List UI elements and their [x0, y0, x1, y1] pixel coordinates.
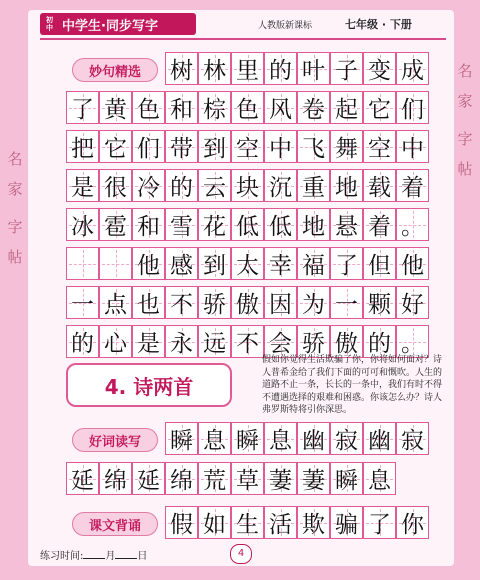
side-char: 字 — [7, 218, 23, 236]
grid-cell — [330, 422, 363, 455]
grid-char: 寂 — [335, 428, 358, 454]
grid-cell — [363, 169, 396, 202]
grid-cell — [396, 506, 429, 539]
grid-char: 色 — [137, 97, 160, 123]
grid-cell — [297, 286, 330, 319]
sentence-section-label: 妙句精选 — [72, 58, 158, 82]
grid-cell — [66, 286, 99, 319]
grid-cell — [231, 506, 264, 539]
grid-char: 把 — [71, 136, 94, 162]
grid-cell — [66, 208, 99, 241]
grid-char: 们 — [137, 136, 160, 162]
grid-char: 到 — [203, 136, 226, 162]
grid-cell — [264, 130, 297, 163]
grid-cell — [198, 462, 231, 495]
grid-char: 萋 — [269, 468, 292, 494]
grid-cell — [132, 462, 165, 495]
grid-cell — [297, 91, 330, 124]
grid-char: 是 — [71, 175, 94, 201]
grid-cell — [198, 91, 231, 124]
grid-cell — [165, 325, 198, 358]
grid-cell — [297, 169, 330, 202]
grid-char: 它 — [104, 136, 127, 162]
grid-char: 载 — [368, 175, 391, 201]
side-char: 家 — [457, 92, 473, 110]
grid-char: 子 — [335, 58, 358, 84]
grid-cell — [99, 208, 132, 241]
grid-char: 。 — [401, 214, 424, 240]
grid-cell — [165, 506, 198, 539]
grid-cell — [297, 462, 330, 495]
grid-cell — [264, 208, 297, 241]
grid-cell — [132, 169, 165, 202]
brand-banner — [40, 13, 196, 35]
grid-char: 地 — [302, 214, 325, 240]
grid-char: 瞬 — [236, 428, 259, 454]
grid-char: 他 — [401, 253, 424, 279]
grid-cell — [363, 130, 396, 163]
grid-cell — [231, 52, 264, 85]
grid-char: 云 — [203, 175, 226, 201]
grid-cell — [99, 91, 132, 124]
grid-char: 。 — [401, 331, 424, 357]
side-char: 名 — [7, 150, 23, 168]
grid-char: 骄 — [302, 331, 325, 357]
grid-cell — [198, 286, 231, 319]
grid-cell — [165, 422, 198, 455]
grid-char: 起 — [335, 97, 358, 123]
grid-char: 不 — [236, 331, 259, 357]
grid-char: 了 — [335, 253, 358, 279]
grid-char: 冰 — [71, 214, 94, 240]
publisher-text: 人教版新课标 — [258, 21, 313, 31]
grid-cell — [99, 130, 132, 163]
grid-cell — [231, 462, 264, 495]
grid-char: 心 — [104, 331, 127, 357]
grid-cell — [396, 52, 429, 85]
grid-char: 绵 — [104, 468, 127, 494]
grid-cell — [99, 462, 132, 495]
grid-char: 因 — [269, 292, 292, 318]
grid-cell — [396, 422, 429, 455]
grid-cell — [231, 91, 264, 124]
grid-char: 好 — [401, 292, 424, 318]
grid-char: 为 — [302, 292, 325, 318]
grid-cell — [330, 286, 363, 319]
grid-char: 花 — [203, 214, 226, 240]
grid-char: 重 — [302, 175, 325, 201]
grid-cell — [363, 286, 396, 319]
grid-cell — [99, 286, 132, 319]
grid-cell — [363, 506, 396, 539]
grid-cell — [165, 52, 198, 85]
grid-char: 空 — [236, 136, 259, 162]
grid-cell — [198, 130, 231, 163]
grid-char: 延 — [137, 468, 160, 494]
grid-cell — [231, 286, 264, 319]
grid-cell — [264, 52, 297, 85]
grid-cell — [264, 286, 297, 319]
practice-time-label: 练习时间: — [40, 551, 84, 562]
grid-cell — [198, 208, 231, 241]
grid-cell — [198, 506, 231, 539]
grid-cell — [396, 130, 429, 163]
day-label: 日 — [137, 551, 148, 562]
grid-char: 低 — [269, 214, 292, 240]
grid-char: 冷 — [137, 175, 160, 201]
grid-char: 寂 — [401, 428, 424, 454]
grade-text: 七年级 · 下册 — [345, 18, 412, 31]
recite-section-label: 课文背诵 — [72, 512, 158, 536]
grid-char: 到 — [203, 253, 226, 279]
grid-cell — [264, 422, 297, 455]
grid-cell — [66, 169, 99, 202]
grid-cell — [66, 462, 99, 495]
grid-cell — [330, 130, 363, 163]
grid-cell — [132, 130, 165, 163]
grid-char: 飞 — [302, 136, 325, 162]
grid-cell — [231, 169, 264, 202]
grid-cell — [165, 247, 198, 280]
header-divider — [40, 38, 446, 40]
grid-cell — [231, 208, 264, 241]
grid-char: 它 — [368, 97, 391, 123]
grid-char: 但 — [368, 253, 391, 279]
grid-cell — [363, 247, 396, 280]
grid-cell — [264, 169, 297, 202]
grid-char: 骗 — [335, 512, 358, 538]
practice-time — [40, 547, 147, 562]
grid-char: 风 — [269, 97, 292, 123]
grid-char: 沉 — [269, 175, 292, 201]
grid-cell — [66, 91, 99, 124]
grid-cell — [297, 208, 330, 241]
page-number: 4 — [230, 544, 252, 564]
grid-char: 地 — [335, 175, 358, 201]
grid-cell — [363, 91, 396, 124]
poem-intro-text: 假如你觉得生活欺骗了你，你将如何面对？诗人普希金给了我们下面的可可和慨吹。人生的道路不止一条，长长的一条中，我们有时不得不遭遇选择的艰难和困惑。你该怎么办？诗人弗罗斯特将引你深思。 — [262, 355, 443, 415]
grid-char: 着 — [368, 214, 391, 240]
grid-char: 会 — [269, 331, 292, 357]
grid-char: 舞 — [335, 136, 358, 162]
grid-cell — [99, 169, 132, 202]
grid-cell — [297, 130, 330, 163]
grid-cell — [198, 52, 231, 85]
grid-char: 变 — [368, 58, 391, 84]
grid-char: 成 — [401, 58, 424, 84]
grid-cell — [396, 208, 429, 241]
grid-char: 荒 — [203, 468, 226, 494]
grid-char: 黄 — [104, 97, 127, 123]
grid-char: 了 — [368, 512, 391, 538]
grid-cell — [231, 247, 264, 280]
grid-cell — [165, 130, 198, 163]
grid-char: 块 — [236, 175, 259, 201]
grid-cell — [330, 247, 363, 280]
grid-char: 一 — [335, 292, 358, 318]
grid-char: 一 — [71, 292, 94, 318]
grid-cell — [99, 325, 132, 358]
grid-char: 傲 — [236, 292, 259, 318]
grid-cell — [231, 130, 264, 163]
grid-char: 太 — [236, 253, 259, 279]
grid-char: 骄 — [203, 292, 226, 318]
grid-cell — [264, 91, 297, 124]
grid-char: 是 — [137, 331, 160, 357]
grid-char: 空 — [368, 136, 391, 162]
grid-char: 也 — [137, 292, 160, 318]
grid-char: 福 — [302, 253, 325, 279]
grid-cell — [198, 247, 231, 280]
grid-char: 的 — [170, 175, 193, 201]
grid-char: 雹 — [104, 214, 127, 240]
grid-char: 很 — [104, 175, 127, 201]
grid-char: 点 — [104, 292, 127, 318]
grid-char: 的 — [71, 331, 94, 357]
grid-cell — [198, 169, 231, 202]
grid-cell — [132, 208, 165, 241]
grid-char: 颗 — [368, 292, 391, 318]
grid-char: 的 — [368, 331, 391, 357]
words-section-label: 好词读写 — [72, 428, 158, 452]
grid-char: 息 — [368, 468, 391, 494]
grid-char: 和 — [137, 214, 160, 240]
grid-cell — [396, 286, 429, 319]
grid-cell — [330, 52, 363, 85]
grid-cell — [99, 247, 132, 280]
grid-char: 树 — [170, 58, 193, 84]
side-char: 家 — [7, 180, 23, 198]
grid-char: 假 — [170, 512, 193, 538]
grid-cell — [396, 169, 429, 202]
grid-cell — [297, 422, 330, 455]
grid-cell — [165, 208, 198, 241]
grid-char: 低 — [236, 214, 259, 240]
grid-char: 悬 — [335, 214, 358, 240]
grid-cell — [297, 506, 330, 539]
grid-cell — [165, 169, 198, 202]
grid-cell — [66, 130, 99, 163]
grid-char: 里 — [236, 58, 259, 84]
side-char: 字 — [457, 130, 473, 148]
grid-char: 欺 — [302, 512, 325, 538]
grid-char: 瞬 — [170, 428, 193, 454]
grid-cell — [66, 247, 99, 280]
grid-cell — [165, 286, 198, 319]
grid-char: 幽 — [368, 428, 391, 454]
grid-cell — [396, 247, 429, 280]
grid-char: 远 — [203, 331, 226, 357]
grid-char: 他 — [137, 253, 160, 279]
side-char: 帖 — [7, 248, 23, 266]
grid-cell — [165, 91, 198, 124]
grid-cell — [264, 247, 297, 280]
lesson-title: 4. 诗两首 — [66, 363, 232, 407]
grid-char: 们 — [401, 97, 424, 123]
grid-cell — [396, 91, 429, 124]
grid-char: 息 — [269, 428, 292, 454]
grid-cell — [132, 247, 165, 280]
grid-char: 生 — [236, 512, 259, 538]
grid-cell — [132, 325, 165, 358]
grid-char: 幽 — [302, 428, 325, 454]
grid-cell — [165, 462, 198, 495]
grid-cell — [198, 325, 231, 358]
grid-cell — [297, 52, 330, 85]
grid-char: 色 — [236, 97, 259, 123]
grid-char: 的 — [269, 58, 292, 84]
grid-char: 感 — [170, 253, 193, 279]
side-char: 名 — [457, 62, 473, 80]
brand-tag: 初中 — [46, 16, 53, 32]
grid-cell — [363, 208, 396, 241]
grid-cell — [66, 325, 99, 358]
grid-char: 永 — [170, 331, 193, 357]
grid-cell — [264, 506, 297, 539]
grid-cell — [363, 52, 396, 85]
grid-char: 带 — [170, 136, 193, 162]
grid-char: 如 — [203, 512, 226, 538]
grid-cell — [330, 91, 363, 124]
grid-char: 中 — [401, 136, 424, 162]
grid-cell — [297, 247, 330, 280]
grid-cell — [132, 286, 165, 319]
grid-char: 不 — [170, 292, 193, 318]
grid-char: 瞬 — [335, 468, 358, 494]
grid-cell — [330, 169, 363, 202]
grid-char: 雪 — [170, 214, 193, 240]
grid-char: 叶 — [302, 58, 325, 84]
grid-cell — [330, 462, 363, 495]
grid-cell — [264, 462, 297, 495]
grid-char: 萋 — [302, 468, 325, 494]
grid-char: 着 — [401, 175, 424, 201]
grid-char: 草 — [236, 468, 259, 494]
grid-cell — [363, 462, 396, 495]
grid-char: 和 — [170, 97, 193, 123]
grid-cell — [132, 91, 165, 124]
month-label: 月 — [105, 551, 116, 562]
grid-char: 你 — [401, 512, 424, 538]
grid-cell — [330, 208, 363, 241]
grid-char: 棕 — [203, 97, 226, 123]
grid-cell — [231, 422, 264, 455]
grid-char: 延 — [71, 468, 94, 494]
grid-cell — [363, 422, 396, 455]
brand-title: 中学生·同步写字 — [62, 18, 158, 34]
grid-char: 了 — [71, 97, 94, 123]
grid-cell — [198, 422, 231, 455]
grid-cell — [231, 325, 264, 358]
grid-char: 林 — [203, 58, 226, 84]
grid-char: 活 — [269, 512, 292, 538]
grid-char: 绵 — [170, 468, 193, 494]
grid-char: 幸 — [269, 253, 292, 279]
grid-char: 傲 — [335, 331, 358, 357]
grid-char: 卷 — [302, 97, 325, 123]
side-char: 帖 — [457, 160, 473, 178]
grid-char: 中 — [269, 136, 292, 162]
grid-cell — [330, 506, 363, 539]
grid-char: 息 — [203, 428, 226, 454]
